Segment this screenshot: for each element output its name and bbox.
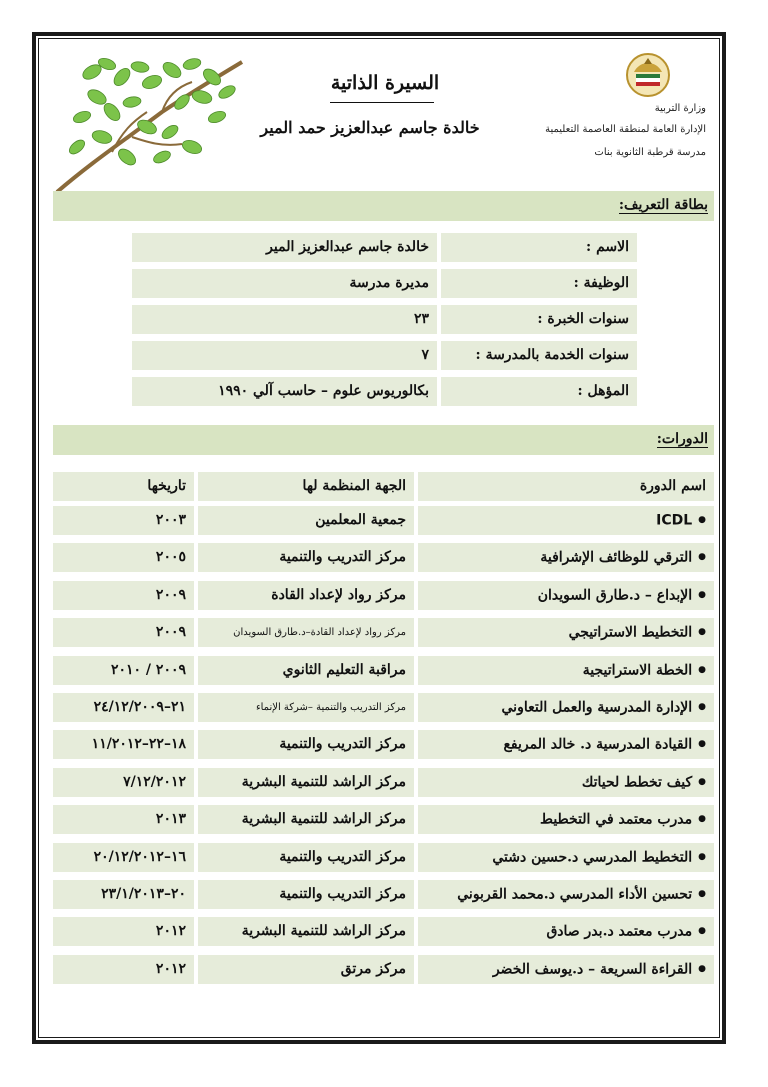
course-organizer: مركز رواد لإعداد القادة [198, 581, 414, 610]
courses-header-date: تاريخها [53, 472, 194, 501]
course-organizer: مركز الراشد للتنمية البشرية [198, 805, 414, 834]
courses-section-label: الدورات: [656, 431, 708, 447]
course-date: ٢٠٠٩ / ٢٠١٠ [53, 656, 194, 685]
course-organizer: مركز التدريب والتنمية –شركة الإنماء [198, 693, 414, 722]
id-row-value: ٧ [132, 341, 437, 370]
course-date: ٢٠٠٣ [53, 506, 194, 535]
id-row-label: الاسم : [441, 233, 637, 262]
id-card-section-label: بطاقة التعريف: [618, 197, 708, 213]
course-organizer: مركز التدريب والتنمية [198, 880, 414, 909]
courses-header-name: اسم الدورة [418, 472, 714, 501]
course-date: ١٨–٢٢–١١/٢٠١٢ [53, 730, 194, 759]
course-organizer: مراقبة التعليم الثانوي [198, 656, 414, 685]
tree-branch-illustration [52, 52, 247, 197]
course-name: ● تحسين الأداء المدرسي د.محمد القربوني [418, 880, 714, 909]
person-full-name: خالدة جاسم عبدالعزيز حمد المير [260, 118, 480, 137]
course-organizer: جمعية المعلمين [198, 506, 414, 535]
course-name: ● ICDL [418, 506, 714, 535]
ministry-name: وزارة التربية [654, 103, 706, 114]
course-date: ٢٠–٢٣/١/٢٠١٣ [53, 880, 194, 909]
id-row-label: سنوات الخدمة بالمدرسة : [441, 341, 637, 370]
id-row-value: بكالوريوس علوم – حاسب آلي ١٩٩٠ [132, 377, 437, 406]
school-name: مدرسة قرطبة الثانوية بنات [594, 147, 706, 158]
course-date: ٢٠٠٥ [53, 543, 194, 572]
course-name: ● الترقي للوظائف الإشرافية [418, 543, 714, 572]
course-date: ٢٠١٢ [53, 917, 194, 946]
course-name: ● مدرب معتمد د.بدر صادق [418, 917, 714, 946]
course-name: ● الخطة الاستراتيجية [418, 656, 714, 685]
course-organizer: مركز التدريب والتنمية [198, 543, 414, 572]
course-name: ● الإدارة المدرسية والعمل التعاوني [418, 693, 714, 722]
course-date: ٢٠١٢ [53, 955, 194, 984]
title-underline [330, 102, 434, 103]
course-date: ٢١–٢٤/١٢/٢٠٠٩ [53, 693, 194, 722]
courses-header-org: الجهة المنظمة لها [198, 472, 414, 501]
course-organizer: مركز الراشد للتنمية البشرية [198, 768, 414, 797]
course-name: ● القيادة المدرسية د. خالد المريفع [418, 730, 714, 759]
course-name: ● التخطيط المدرسي د.حسين دشتي [418, 843, 714, 872]
course-organizer: مركز التدريب والتنمية [198, 843, 414, 872]
course-name: ● الإبداع – د.طارق السويدان [418, 581, 714, 610]
courses-section-bar [53, 425, 714, 455]
course-organizer: مركز رواد لإعداد القادة–د.طارق السويدان [198, 618, 414, 647]
directorate-name: الإدارة العامة لمنطقة العاصمة التعليمية [545, 124, 706, 135]
id-row-label: المؤهل : [441, 377, 637, 406]
course-date: ٢٠١٣ [53, 805, 194, 834]
course-name: ● كيف تخطط لحياتك [418, 768, 714, 797]
course-organizer: مركز مرتق [198, 955, 414, 984]
course-date: ٢٠٠٩ [53, 618, 194, 647]
id-row-value: خالدة جاسم عبدالعزيز المير [132, 233, 437, 262]
id-row-value: مديرة مدرسة [132, 269, 437, 298]
course-date: ٧/١٢/٢٠١٢ [53, 768, 194, 797]
id-row-label: الوظيفة : [441, 269, 637, 298]
id-card-section-bar [53, 191, 714, 221]
id-row-label: سنوات الخبرة : [441, 305, 637, 334]
course-name: ● القراءة السريعة – د.يوسف الخضر [418, 955, 714, 984]
id-row-value: ٢٣ [132, 305, 437, 334]
course-date: ١٦–٢٠/١٢/٢٠١٢ [53, 843, 194, 872]
course-organizer: مركز التدريب والتنمية [198, 730, 414, 759]
course-name: ● التخطيط الاستراتيجي [418, 618, 714, 647]
course-date: ٢٠٠٩ [53, 581, 194, 610]
course-organizer: مركز الراشد للتنمية البشرية [198, 917, 414, 946]
course-name: ● مدرب معتمد في التخطيط [418, 805, 714, 834]
document-title: السيرة الذاتية [330, 72, 440, 94]
ministry-emblem-icon [622, 50, 674, 100]
